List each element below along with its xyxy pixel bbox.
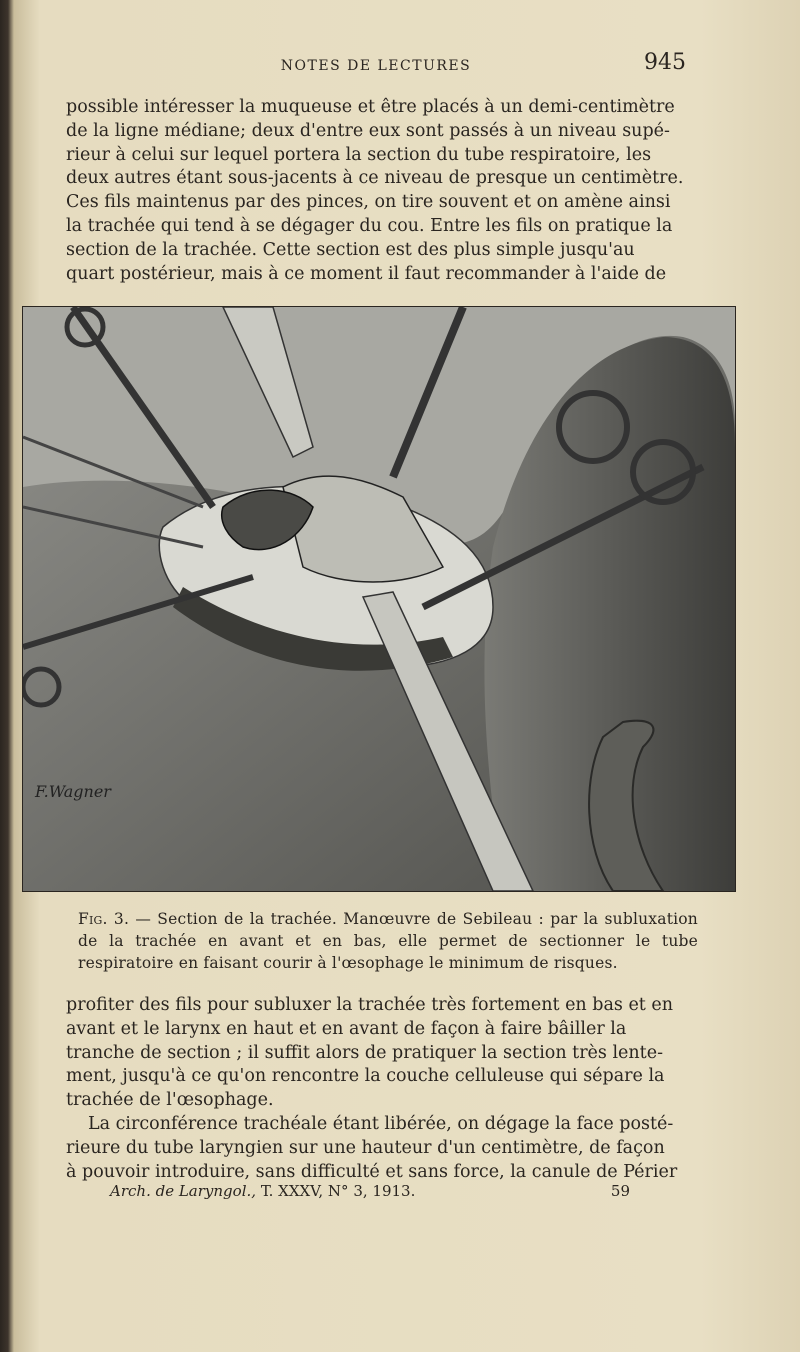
running-head: NOTES DE LECTURES: [280, 58, 472, 74]
illustration-drawing: [23, 307, 735, 891]
page-number: 945: [644, 50, 686, 75]
surgical-illustration: [22, 306, 736, 892]
text-line: rieur à celui sur lequel portera la section du tube respiratoire, les: [66, 144, 652, 165]
text-line: à pouvoir introduire, sans difficulté et sans force, la canule de Périer: [66, 1161, 678, 1182]
caption-text: — Section de la trachée. Manœuvre de Sebileau : par la subluxation de la trachée en avant et en bas, elle permet de sectionner le tube respiratoire en faisant courir à l'œsophage le minimum de risques.: [78, 910, 698, 972]
journal-title: Arch. de Laryngol.,: [110, 1182, 257, 1200]
journal-volume: T. XXXV, N° 3, 1913.: [260, 1182, 416, 1200]
body-text-top: [66, 96, 696, 286]
text-line: avant et le larynx en haut et en avant de façon à faire bâiller la: [66, 1018, 627, 1039]
text-line: la trachée qui tend à se dégager du cou. Entre les fils on pratique la: [66, 215, 673, 236]
caption-label: Fig. 3.: [78, 910, 130, 928]
text-line: trachée de l'œsophage.: [66, 1090, 274, 1111]
body-text-bottom: [66, 994, 696, 1184]
text-line: de la ligne médiane; deux d'entre eux sont passés à un niveau supé-: [66, 120, 670, 141]
text-line: quart postérieur, mais à ce moment il faut recommander à l'aide de: [66, 263, 667, 284]
text-line: rieure du tube laryngien sur une hauteur d'un centimètre, de façon: [66, 1137, 665, 1158]
page-header: [66, 50, 686, 80]
artist-signature: F.Wagner: [35, 782, 111, 801]
text-line: profiter des fils pour subluxer la trachée très fortement en bas et en: [66, 995, 674, 1015]
printer-signature: 59: [610, 1182, 630, 1200]
text-line: section de la trachée. Cette section est des plus simple jusqu'au: [66, 239, 635, 260]
page-footer: [110, 1182, 630, 1204]
text-line: ment, jusqu'à ce qu'on rencontre la couche celluleuse qui sépare la: [66, 1066, 665, 1087]
text-line: tranche de section ; il suffit alors de pratiquer la section très lente-: [66, 1042, 663, 1063]
text-line: Ces fils maintenus par des pinces, on tire souvent et on amène ainsi: [66, 192, 671, 213]
text-line: La circonférence trachéale étant libérée, on dégage la face posté-: [88, 1113, 674, 1134]
figure-caption: [78, 908, 698, 974]
journal-citation: [110, 1182, 415, 1200]
text-line: possible intéresser la muqueuse et être placés à un demi-centimètre: [66, 97, 675, 117]
text-line: deux autres étant sous-jacents à ce niveau de presque un centimètre.: [66, 168, 684, 189]
